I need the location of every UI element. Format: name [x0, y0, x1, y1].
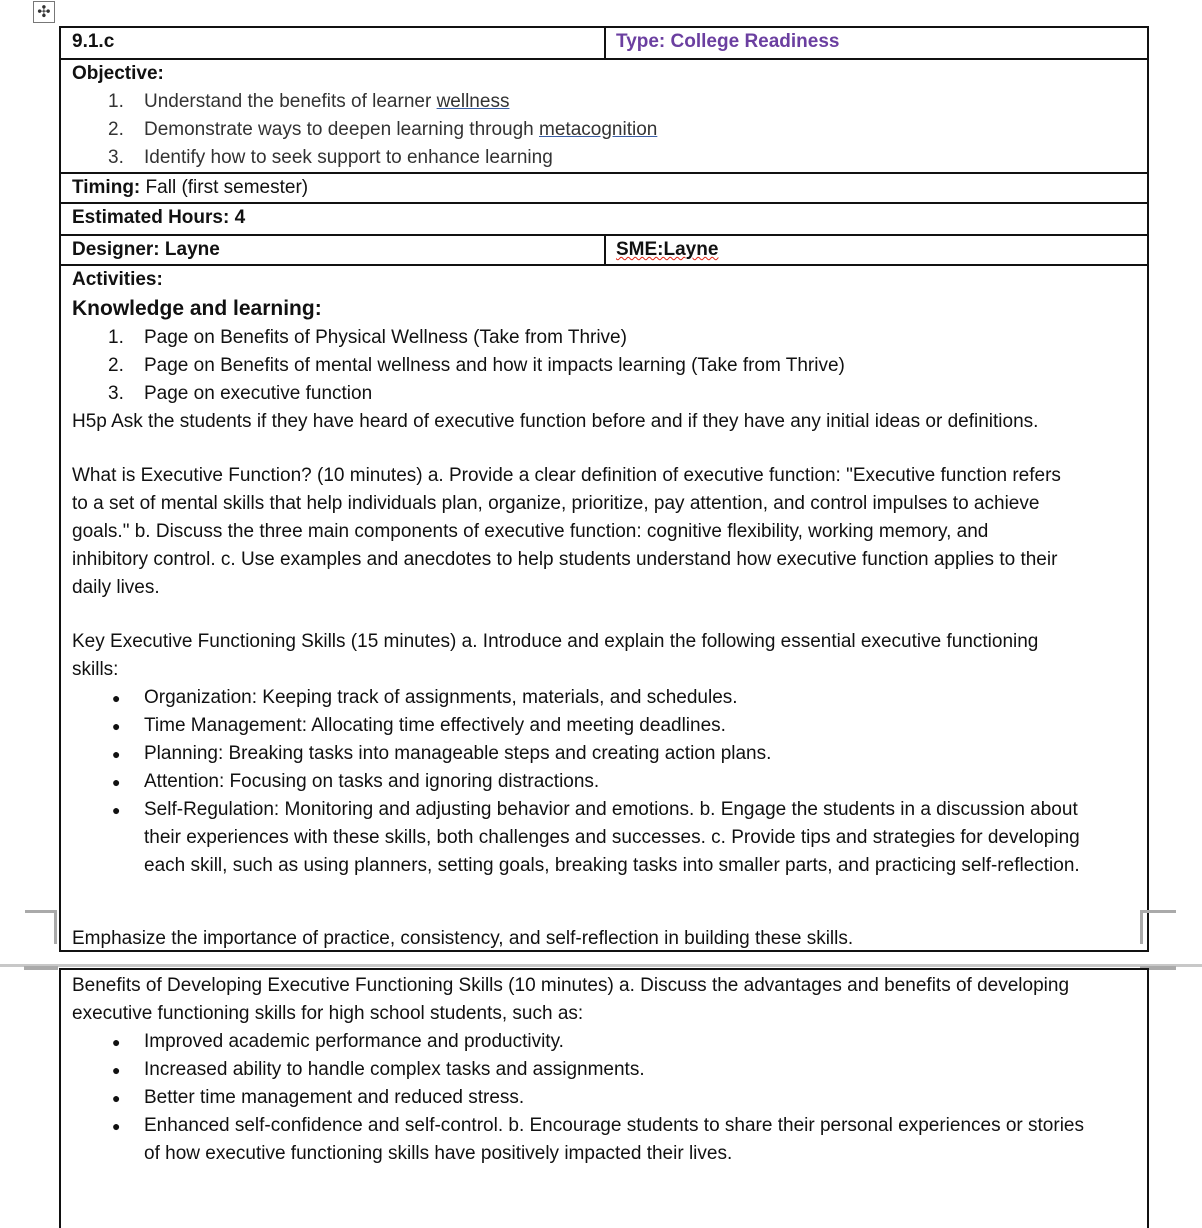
page-number: 1. [108, 327, 124, 348]
skills-list [72, 684, 1136, 880]
emphasize-paragraph: Emphasize the importance of practice, consistency, and self-reflection in building these skills. [72, 928, 854, 949]
lesson-code: 9.1.c [61, 28, 606, 58]
objective-text: Demonstrate ways to deepen learning through [144, 119, 540, 140]
objective-text: Identify how to seek support to enhance learning [144, 147, 553, 168]
benefits-intro [72, 972, 1136, 1028]
bullet-line: Better time management and reduced stress. [144, 1087, 525, 1108]
bullet-line: Improved academic performance and productivity. [144, 1031, 564, 1052]
designer-row [61, 236, 1147, 266]
bullet-line: Organization: Keeping track of assignments, materials, and schedules. [144, 687, 738, 708]
h5p-paragraph: H5p Ask the students if they have heard of executive function before and if they have any initial ideas or definitions. [72, 411, 1039, 432]
bullet-line: Attention: Focusing on tasks and ignoring distractions. [144, 771, 600, 792]
objective-item [72, 116, 1136, 144]
bullet-icon: ● [112, 1034, 121, 1050]
key-skills-paragraph [72, 628, 1136, 684]
benefits-row [61, 970, 1147, 1168]
timing-label: Timing: [72, 177, 141, 198]
paragraph-line: Key Executive Functioning Skills (15 minutes) a. Introduce and explain the following essential executive functioning [72, 631, 1039, 652]
skill-item [72, 712, 1136, 740]
paragraph-line: skills: [72, 659, 119, 680]
objective-heading: Objective: [72, 63, 164, 84]
paragraph-line: inhibitory control. c. Use examples and anecdotes to help students understand how executive function applies to their [72, 549, 1058, 570]
benefit-item [72, 1084, 1136, 1112]
bullet-icon: ● [112, 746, 121, 762]
bullet-icon: ● [112, 774, 121, 790]
page-margin-mark-right [1140, 910, 1176, 944]
bullet-line: each skill, such as using planners, setting goals, breaking tasks into smaller parts, and practicing self-reflection. [144, 855, 1080, 876]
benefit-item [72, 1028, 1136, 1056]
header-row [61, 28, 1147, 60]
objective-list [72, 88, 1136, 172]
page-text: Page on Benefits of Physical Wellness (Take from Thrive) [144, 327, 627, 348]
bullet-icon: ● [112, 1062, 121, 1078]
objective-number: 1. [108, 91, 124, 112]
benefits-table [59, 968, 1149, 1228]
page-number: 3. [108, 383, 124, 404]
bullet-line: Self-Regulation: Monitoring and adjusting behavior and emotions. b. Engage the students in a discussion about [144, 799, 1078, 820]
bullet-line: of how executive functioning skills have positively impacted their lives. [144, 1143, 733, 1164]
page-break-line [0, 964, 1202, 967]
sme-label: SME:Layne [616, 239, 719, 260]
bullet-line: Enhanced self-confidence and self-control. b. Encourage students to share their personal experiences or stories [144, 1115, 1084, 1136]
hours-row [61, 204, 1147, 236]
objective-linked-term: metacognition [539, 119, 658, 140]
activities-row [61, 266, 1147, 949]
bullet-icon: ● [112, 1118, 121, 1134]
objective-item [72, 88, 1136, 116]
skill-item [72, 740, 1136, 768]
bullet-icon: ● [112, 690, 121, 706]
skill-item [72, 684, 1136, 712]
lesson-type: Type: College Readiness [616, 31, 840, 52]
page-list-item [72, 380, 1136, 408]
what-is-paragraph [72, 462, 1136, 602]
paragraph-line: executive functioning skills for high school students, such as: [72, 1003, 584, 1024]
objective-linked-term: wellness [436, 91, 510, 112]
bullet-line: their experiences with these skills, both challenges and successes. c. Provide tips and strategies for developing [144, 827, 1080, 848]
bullet-icon: ● [112, 718, 121, 734]
page-list-item [72, 324, 1136, 352]
page-number: 2. [108, 355, 124, 376]
objective-number: 3. [108, 147, 124, 168]
bullet-line: Increased ability to handle complex tasks and assignments. [144, 1059, 645, 1080]
paragraph-line: goals." b. Discuss the three main components of executive function: cognitive flexibility, working memory, and [72, 521, 989, 542]
benefit-item [72, 1056, 1136, 1084]
paragraph-line: to a set of mental skills that help individuals plan, organize, prioritize, pay attention, and control impulses to achieve [72, 493, 1040, 514]
pages-list [72, 324, 1136, 408]
skill-item [72, 796, 1136, 880]
skill-item [72, 768, 1136, 796]
bullet-icon: ● [112, 1090, 121, 1106]
knowledge-heading: Knowledge and learning: [72, 297, 322, 320]
paragraph-line: What is Executive Function? (10 minutes) a. Provide a clear definition of executive function: "Executive function refers [72, 465, 1061, 486]
page-text: Page on Benefits of mental wellness and how it impacts learning (Take from Thrive) [144, 355, 845, 376]
bullet-icon: ● [112, 802, 121, 818]
page-margin-stub-left [24, 966, 58, 970]
benefits-list [72, 1028, 1136, 1168]
objective-number: 2. [108, 119, 124, 140]
timing-value: Fall (first semester) [140, 177, 309, 198]
page-margin-mark-left [25, 910, 57, 944]
lesson-table [59, 26, 1149, 952]
table-move-handle-icon[interactable]: ✣ [33, 1, 55, 23]
objective-row [61, 60, 1147, 174]
objective-text: Understand the benefits of learner [144, 91, 437, 112]
bullet-line: Time Management: Allocating time effectively and meeting deadlines. [144, 715, 726, 736]
activities-heading: Activities: [72, 269, 163, 290]
bullet-line: Planning: Breaking tasks into manageable steps and creating action plans. [144, 743, 772, 764]
page-text: Page on executive function [144, 383, 373, 404]
paragraph-line: daily lives. [72, 577, 160, 598]
timing-row [61, 174, 1147, 204]
paragraph-line: Benefits of Developing Executive Functioning Skills (10 minutes) a. Discuss the advantages and benefits of developing [72, 975, 1070, 996]
benefit-item [72, 1112, 1136, 1168]
objective-item [72, 144, 1136, 172]
page-list-item [72, 352, 1136, 380]
estimated-hours: Estimated Hours: 4 [72, 207, 246, 228]
designer-label: Designer: Layne [61, 236, 606, 264]
